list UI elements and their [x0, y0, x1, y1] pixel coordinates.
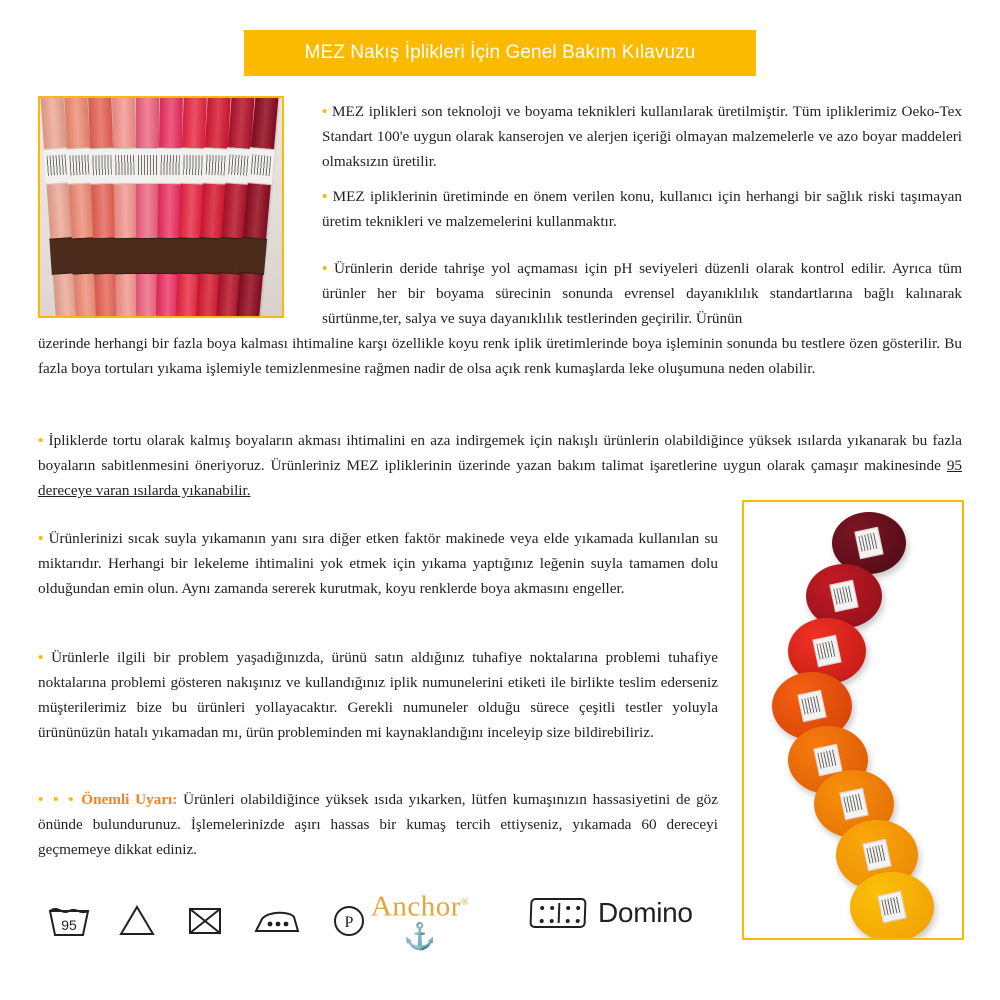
- paragraph-5-text: Ürünlerinizi sıcak suyla yıkamanın yanı sıra diğer etken faktör makinede veya elde yıkamada kullanılan su miktarıdır. Herhangi bir lekeleme ihtimalini yok etmek için yıkama yaptığınız leğenin suyla tamamen dolu olduğundan emin olun. Aynı zamanda sererek kurutmak, koyu renklerde boya akmasını engeller.: [38, 530, 719, 597]
- warning-text: Ürünleri olabildiğince yüksek ısıda yıkarken, lütfen kumaşınızın hassasiyetini de göz önünde bulundurunuz. İşlemelerinizde aşırı hassas bir kumaş tercih ettiyseniz, yıkamada 60 dereceyi geçmemeye dikkat ediniz.: [38, 791, 719, 858]
- dry-clean-letter: P: [344, 914, 354, 931]
- paragraph-1-text: MEZ iplikleri son teknoloji ve boyama teknikleri kullanılarak üretilmiştir. Tüm ipliklerimiz Oeko-Tex Standart 100'e uygun olarak kanserojen ve alerjen içeriği olmayan malzemelerle ve azo boyar maddeleri olmaksızın üretilir.: [322, 103, 962, 170]
- bullet-icon: •: [38, 530, 44, 547]
- paragraph-2-text: MEZ ipliklerinin üretiminde en önem verilen konu, kullanıcı için herhangi bir sağlık riski taşımayan üretim teknikleri ve malzemelerini kullanmaktır.: [322, 188, 962, 230]
- bullet-icon: •: [322, 103, 328, 120]
- paragraph-6: [38, 645, 718, 745]
- wash-temperature-label: 95: [61, 917, 77, 933]
- paragraph-5: [38, 526, 718, 601]
- paragraph-6-text: Ürünlerle ilgili bir problem yaşadığınızda, ürünü satın aldığınız tuhafiye noktalarına problemi tuhafiye noktalarına problemi gösteren nakışınız ve kullandığınız iplik numunelerini etiketi ile birlikte teslim ederseniz müşterilerimiz bize bu ürünleri yollayacaktır. Gerekli numuneler olduğu sürece çeşitli testler yoluyla ürününüzün hatalı yıkamadan mı, ürün probleminden mi kaynaklandığını inceleyip size bildirebiliriz.: [38, 649, 719, 741]
- paragraph-3-continued: [38, 331, 962, 381]
- anchor-icon: ⚓: [403, 921, 437, 951]
- embroidery-floss-skeins-photo: [38, 96, 284, 318]
- bleach-any-symbol: [114, 900, 160, 940]
- paragraph-3-text: Ürünlerin deride tahrişe yol açmaması için pH seviyeleri düzenli olarak kontrol edilir. Ayrıca tüm ürünler her bir boyama sürecinin sonunda evrensel dayanıklılık standartlarına bağlı kalınarak sürtünme,ter, salya ve suya dayanıklılık testlerinden geçirilir. Ürünün: [322, 260, 963, 327]
- anchor-logo: [345, 888, 495, 950]
- yarn-ball: [850, 872, 934, 940]
- anchor-logo-word: Anchor®: [370, 890, 470, 923]
- important-warning: [38, 787, 718, 862]
- perle-cotton-balls-photo: [742, 500, 964, 940]
- bullet-icon: •: [38, 649, 44, 666]
- bullet-icon: • • •: [38, 791, 76, 808]
- bullet-icon: •: [38, 432, 44, 449]
- page-title-banner: [244, 30, 756, 76]
- bullet-icon: •: [322, 260, 328, 277]
- warning-label: Önemli Uyarı:: [81, 791, 178, 808]
- paragraph-1: [322, 99, 962, 174]
- paragraph-4-underlined-phrase: 95 dereceye varan ısılarda yıkanabilir.: [38, 457, 962, 499]
- paragraph-3: [322, 256, 962, 331]
- do-not-tumble-dry-symbol: [182, 900, 228, 940]
- bullet-icon: •: [322, 188, 328, 205]
- page-title: MEZ Nakış İplikleri İçin Genel Bakım Kılavuzu: [304, 42, 696, 63]
- iron-high-symbol: [250, 900, 304, 940]
- paragraph-4: [38, 428, 962, 503]
- domino-logo-word: Domino: [598, 897, 693, 928]
- domino-tile-icon: [529, 898, 586, 928]
- registered-trademark-icon: ®: [460, 897, 470, 908]
- care-symbols-row: [46, 893, 372, 947]
- paragraph-2: [322, 184, 962, 234]
- skeins-image-canvas: [40, 98, 282, 316]
- paragraph-3-continued-text: üzerinde herhangi bir fazla boya kalması ihtimaline karşı özellikle koyu renk iplik üretimlerinde boya işleminin sonunda bu testlere özen gösterilir. Bu fazla boya tortuları yıkama işlemiyle temizlenmesine rağmen nadir de olsa açık renk kumaşlarda leke oluşumuna neden olabilir.: [38, 335, 962, 377]
- paragraph-4-text: İpliklerde tortu olarak kalmış boyaların akması ihtimalini en aza indirgemek için nakışlı ürünlerin olabildiğince yüksek ısılarda yıkanarak bu fazla boyaların sabitlenmesini öneriyoruz. Ürünleriniz MEZ ipliklerinin üzerinde yazan bakım talimat işaretlerine uygun olarak çamaşır makinesinde: [38, 432, 962, 474]
- wash-95-symbol: [46, 900, 92, 940]
- domino-logo: [530, 897, 693, 929]
